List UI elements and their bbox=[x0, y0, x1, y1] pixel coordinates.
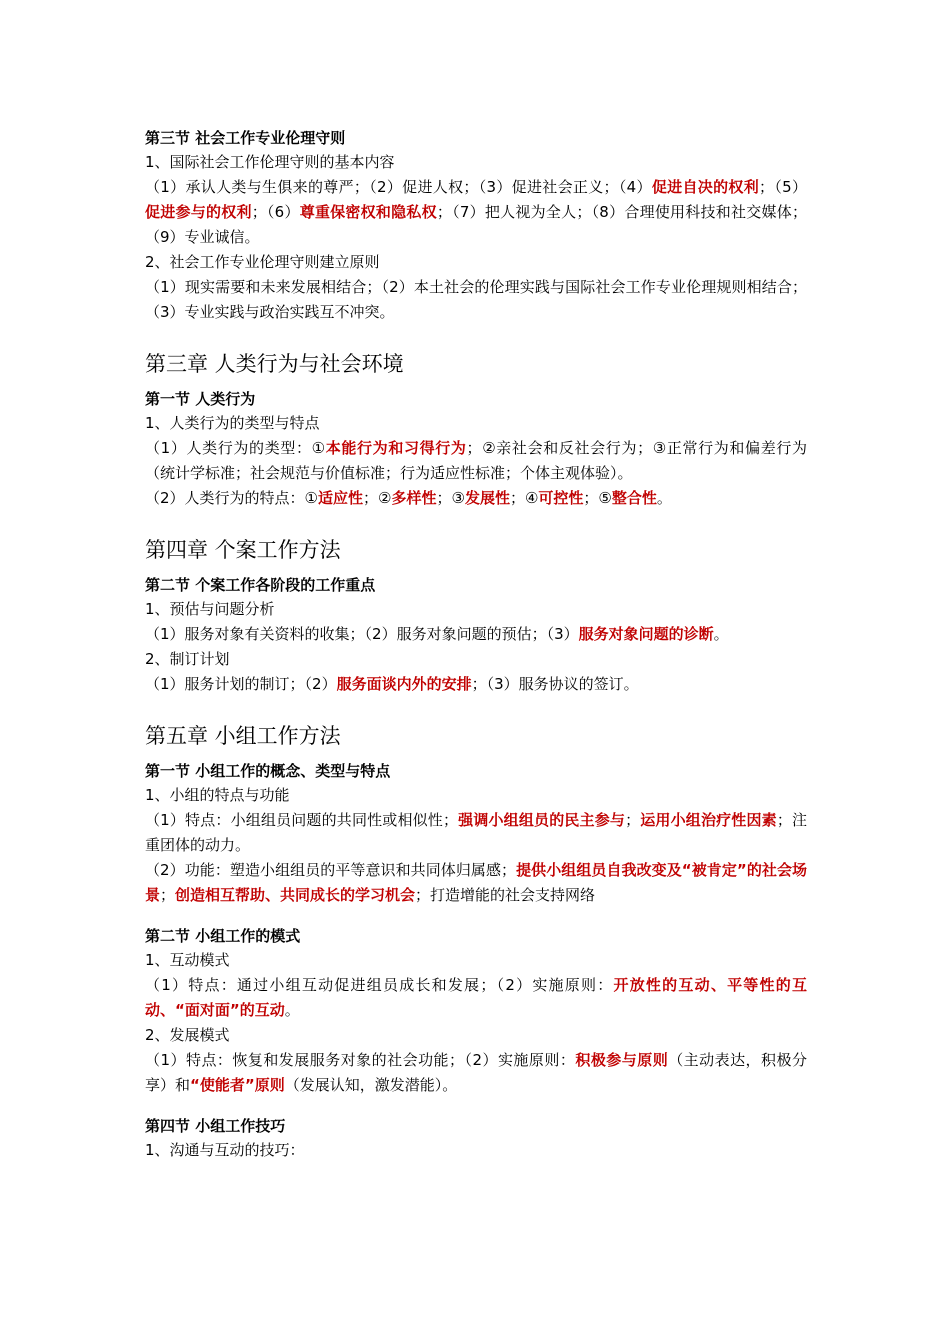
highlighted-term: 尊重保密权和隐私权 bbox=[299, 203, 437, 221]
text-run: （1）特点：恢复和发展服务对象的社会功能；（2）实施原则： bbox=[145, 1051, 576, 1069]
paragraph bbox=[145, 411, 807, 436]
section-heading: 第二节 个案工作各阶段的工作重点 bbox=[145, 576, 376, 594]
text-run: ； bbox=[160, 886, 176, 904]
text-run: ；② bbox=[363, 489, 392, 507]
text-run: ；（5） bbox=[759, 178, 807, 196]
text-run: 1、小组的特点与功能 bbox=[145, 786, 290, 804]
paragraph bbox=[145, 175, 807, 250]
text-run: ；②亲社会和反社会行为；③正常行为和偏差行为（统计学标准；社会规范与价值标准；行为适应性标准；个体主观体验）。 bbox=[145, 439, 807, 482]
paragraph bbox=[145, 858, 807, 908]
text-run: ；④ bbox=[509, 489, 539, 507]
text-run: （1）承认人类与生俱来的尊严；（2）促进人权；（3）促进社会正义；（4） bbox=[145, 178, 652, 196]
text-run: 1、互动模式 bbox=[145, 951, 230, 969]
text-run: ；⑤ bbox=[583, 489, 612, 507]
highlighted-term: 服务面谈内外的安排 bbox=[336, 675, 472, 693]
highlighted-term: 积极参与原则 bbox=[575, 1051, 669, 1069]
paragraph bbox=[145, 1138, 807, 1163]
highlighted-term: 本能行为和习得行为 bbox=[325, 439, 467, 457]
highlighted-term: 开放性的互动、平等性的互动、“面对面”的互动 bbox=[145, 976, 807, 1019]
highlighted-term: 促进自决的权利 bbox=[651, 178, 760, 196]
text-run: 。 bbox=[656, 489, 672, 507]
highlighted-term: 服务对象问题的诊断 bbox=[578, 625, 714, 643]
paragraph bbox=[145, 275, 807, 325]
section-heading: 第二节 小组工作的模式 bbox=[145, 927, 301, 945]
text-run: （发展认知，激发潜能）。 bbox=[284, 1076, 458, 1094]
spacer bbox=[145, 751, 807, 759]
chapter-heading: 第五章 小组工作方法 bbox=[145, 724, 341, 748]
paragraph bbox=[145, 1023, 807, 1048]
paragraph bbox=[145, 672, 807, 697]
text-run: （1）服务计划的制订；（2） bbox=[145, 675, 337, 693]
paragraph bbox=[145, 647, 807, 672]
text-run: （1）现实需要和未来发展相结合；（2）本土社会的伦理实践与国际社会工作专业伦理规则相结合；（3）专业实践与政治实践互不冲突。 bbox=[145, 278, 807, 321]
text-run: 。 bbox=[284, 1001, 300, 1019]
section-heading: 第一节 小组工作的概念、类型与特点 bbox=[145, 762, 391, 780]
highlighted-term: “使能者”原则 bbox=[190, 1076, 285, 1094]
highlighted-term: 提供小组组员自我改变及“被肯定”的社会场景 bbox=[145, 861, 808, 904]
text-run: ；（3）服务协议的签订。 bbox=[471, 675, 639, 693]
spacer bbox=[145, 565, 807, 573]
paragraph bbox=[145, 1048, 807, 1098]
text-run: 1、国际社会工作伦理守则的基本内容 bbox=[145, 153, 395, 171]
spacer bbox=[145, 379, 807, 387]
highlighted-term: 适应性 bbox=[318, 489, 364, 507]
section-heading: 第三节 社会工作专业伦理守则 bbox=[145, 129, 346, 147]
text-run: 。 bbox=[713, 625, 729, 643]
text-run: （主动表达，积极分享）和 bbox=[145, 1051, 807, 1094]
document-page bbox=[145, 126, 807, 1163]
highlighted-term: 创造相互帮助、共同成长的学习机会 bbox=[175, 886, 416, 904]
paragraph bbox=[145, 150, 807, 175]
highlighted-term: 多样性 bbox=[391, 489, 437, 507]
spacer bbox=[145, 1098, 807, 1114]
highlighted-term: 整合性 bbox=[611, 489, 657, 507]
highlighted-term: 促进参与的权利 bbox=[145, 203, 252, 221]
paragraph bbox=[145, 973, 807, 1023]
text-run: （2）功能：塑造小组组员的平等意识和共同体归属感； bbox=[145, 861, 517, 879]
paragraph bbox=[145, 436, 807, 486]
text-run: （1）人类行为的类型：① bbox=[145, 439, 326, 457]
text-run: （2）人类行为的特点：① bbox=[145, 489, 318, 507]
highlighted-term: 强调小组组员的民主参与 bbox=[457, 811, 626, 829]
chapter-heading: 第三章 人类行为与社会环境 bbox=[145, 352, 404, 376]
text-run: 1、预估与问题分析 bbox=[145, 600, 275, 618]
text-run: ；注重团体的动力。 bbox=[145, 811, 807, 854]
paragraph bbox=[145, 597, 807, 622]
spacer bbox=[145, 511, 807, 535]
paragraph bbox=[145, 948, 807, 973]
paragraph bbox=[145, 486, 807, 511]
highlighted-term: 可控性 bbox=[538, 489, 584, 507]
text-run: （1）特点：通过小组互动促进组员成长和发展；（2）实施原则： bbox=[145, 976, 614, 994]
spacer bbox=[145, 697, 807, 721]
text-run: ；（6） bbox=[251, 203, 300, 221]
chapter-heading: 第四章 个案工作方法 bbox=[145, 538, 341, 562]
section-heading: 第一节 人类行为 bbox=[145, 390, 256, 408]
text-run: ；（7）把人视为全人；（8）合理使用科技和社交媒体；（9）专业诚信。 bbox=[145, 203, 807, 246]
section-heading: 第四节 小组工作技巧 bbox=[145, 1117, 286, 1135]
text-run: 2、社会工作专业伦理守则建立原则 bbox=[145, 253, 380, 271]
spacer bbox=[145, 325, 807, 349]
paragraph bbox=[145, 808, 807, 858]
text-run: ；打造增能的社会支持网络 bbox=[415, 886, 596, 904]
text-run: ； bbox=[625, 811, 641, 829]
text-run: 1、人类行为的类型与特点 bbox=[145, 414, 320, 432]
paragraph bbox=[145, 250, 807, 275]
paragraph bbox=[145, 622, 807, 647]
highlighted-term: 发展性 bbox=[464, 489, 510, 507]
text-run: 2、发展模式 bbox=[145, 1026, 230, 1044]
highlighted-term: 运用小组治疗性因素 bbox=[640, 811, 777, 829]
text-run: （1）特点：小组组员问题的共同性或相似性； bbox=[145, 811, 458, 829]
text-run: 2、制订计划 bbox=[145, 650, 230, 668]
paragraph bbox=[145, 783, 807, 808]
text-run: ；③ bbox=[436, 489, 465, 507]
text-run: 1、沟通与互动的技巧： bbox=[145, 1141, 305, 1159]
spacer bbox=[145, 908, 807, 924]
text-run: （1）服务对象有关资料的收集；（2）服务对象问题的预估；（3） bbox=[145, 625, 579, 643]
